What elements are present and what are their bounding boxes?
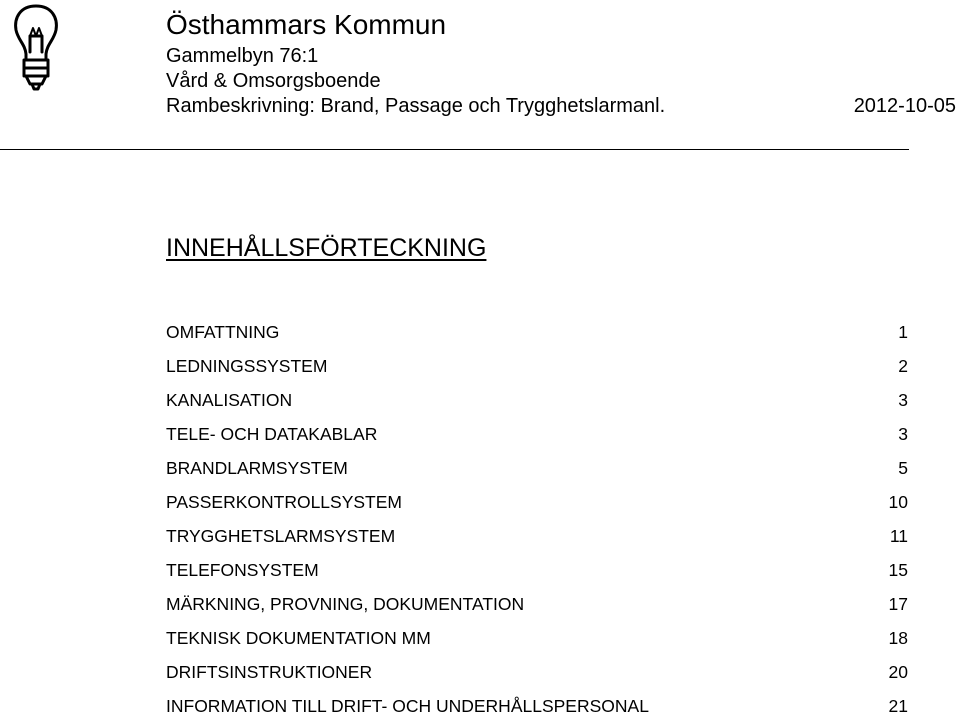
toc-entry[interactable] [166,658,908,692]
toc-entry-title: INFORMATION TILL DRIFT- OCH UNDERHÅLLSPERSONAL [166,696,649,716]
document-header [166,6,956,119]
toc-entry-page: 10 [888,492,908,512]
toc-entry-page: 5 [898,458,908,478]
toc-entry-title: MÄRKNING, PROVNING, DOKUMENTATION [166,594,525,614]
toc-entry-title: DRIFTSINSTRUKTIONER [166,662,373,682]
toc-entry-title: BRANDLARMSYSTEM [166,458,348,478]
toc-entry-page: 2 [898,356,908,376]
toc-entry[interactable] [166,386,908,420]
toc-entry-page: 3 [898,424,908,444]
toc-entry-page: 3 [898,390,908,410]
toc-entry[interactable] [166,352,908,386]
toc-entry-page: 15 [888,560,908,580]
toc-entry[interactable] [166,420,908,454]
toc-entry-title: KANALISATION [166,390,293,410]
toc-entry-page: 17 [888,594,908,614]
toc-entry-page: 21 [888,696,908,716]
toc-entry-title: TEKNISK DOKUMENTATION MM [166,628,431,648]
toc-list [166,318,908,726]
toc-entry-page: 20 [888,662,908,682]
toc-entry[interactable] [166,318,908,352]
toc-entry-page: 1 [898,322,908,342]
toc-entry[interactable] [166,522,908,556]
toc-entry[interactable] [166,624,908,658]
toc-entry[interactable] [166,590,908,624]
toc-entry-title: TRYGGHETSLARMSYSTEM [166,526,396,546]
toc-entry-page: 18 [888,628,908,648]
toc-entry[interactable] [166,556,908,590]
document-description: Rambeskrivning: Brand, Passage och Trygghetslarmanl. [166,95,666,117]
organization-name: Östhammars Kommun [166,9,447,40]
toc-entry-title: TELEFONSYSTEM [166,560,319,580]
light-bulb-icon [8,2,64,92]
facility-name: Vård & Omsorgsboende [166,70,381,92]
toc-entry[interactable] [166,692,908,726]
toc-entry-title: OMFATTNING [166,322,280,342]
document-date: 2012-10-05 [853,95,956,117]
header-divider [0,149,909,150]
toc-entry-title: LEDNINGSSYSTEM [166,356,328,376]
toc-entry-page: 11 [889,526,908,546]
toc-heading: INNEHÅLLSFÖRTECKNING [166,234,487,262]
toc-entry-title: PASSERKONTROLLSYSTEM [166,492,402,512]
description-row [166,94,956,119]
toc-entry-title: TELE- OCH DATAKABLAR [166,424,378,444]
toc-entry[interactable] [166,488,908,522]
toc-entry[interactable] [166,454,908,488]
property-designation: Gammelbyn 76:1 [166,45,319,67]
